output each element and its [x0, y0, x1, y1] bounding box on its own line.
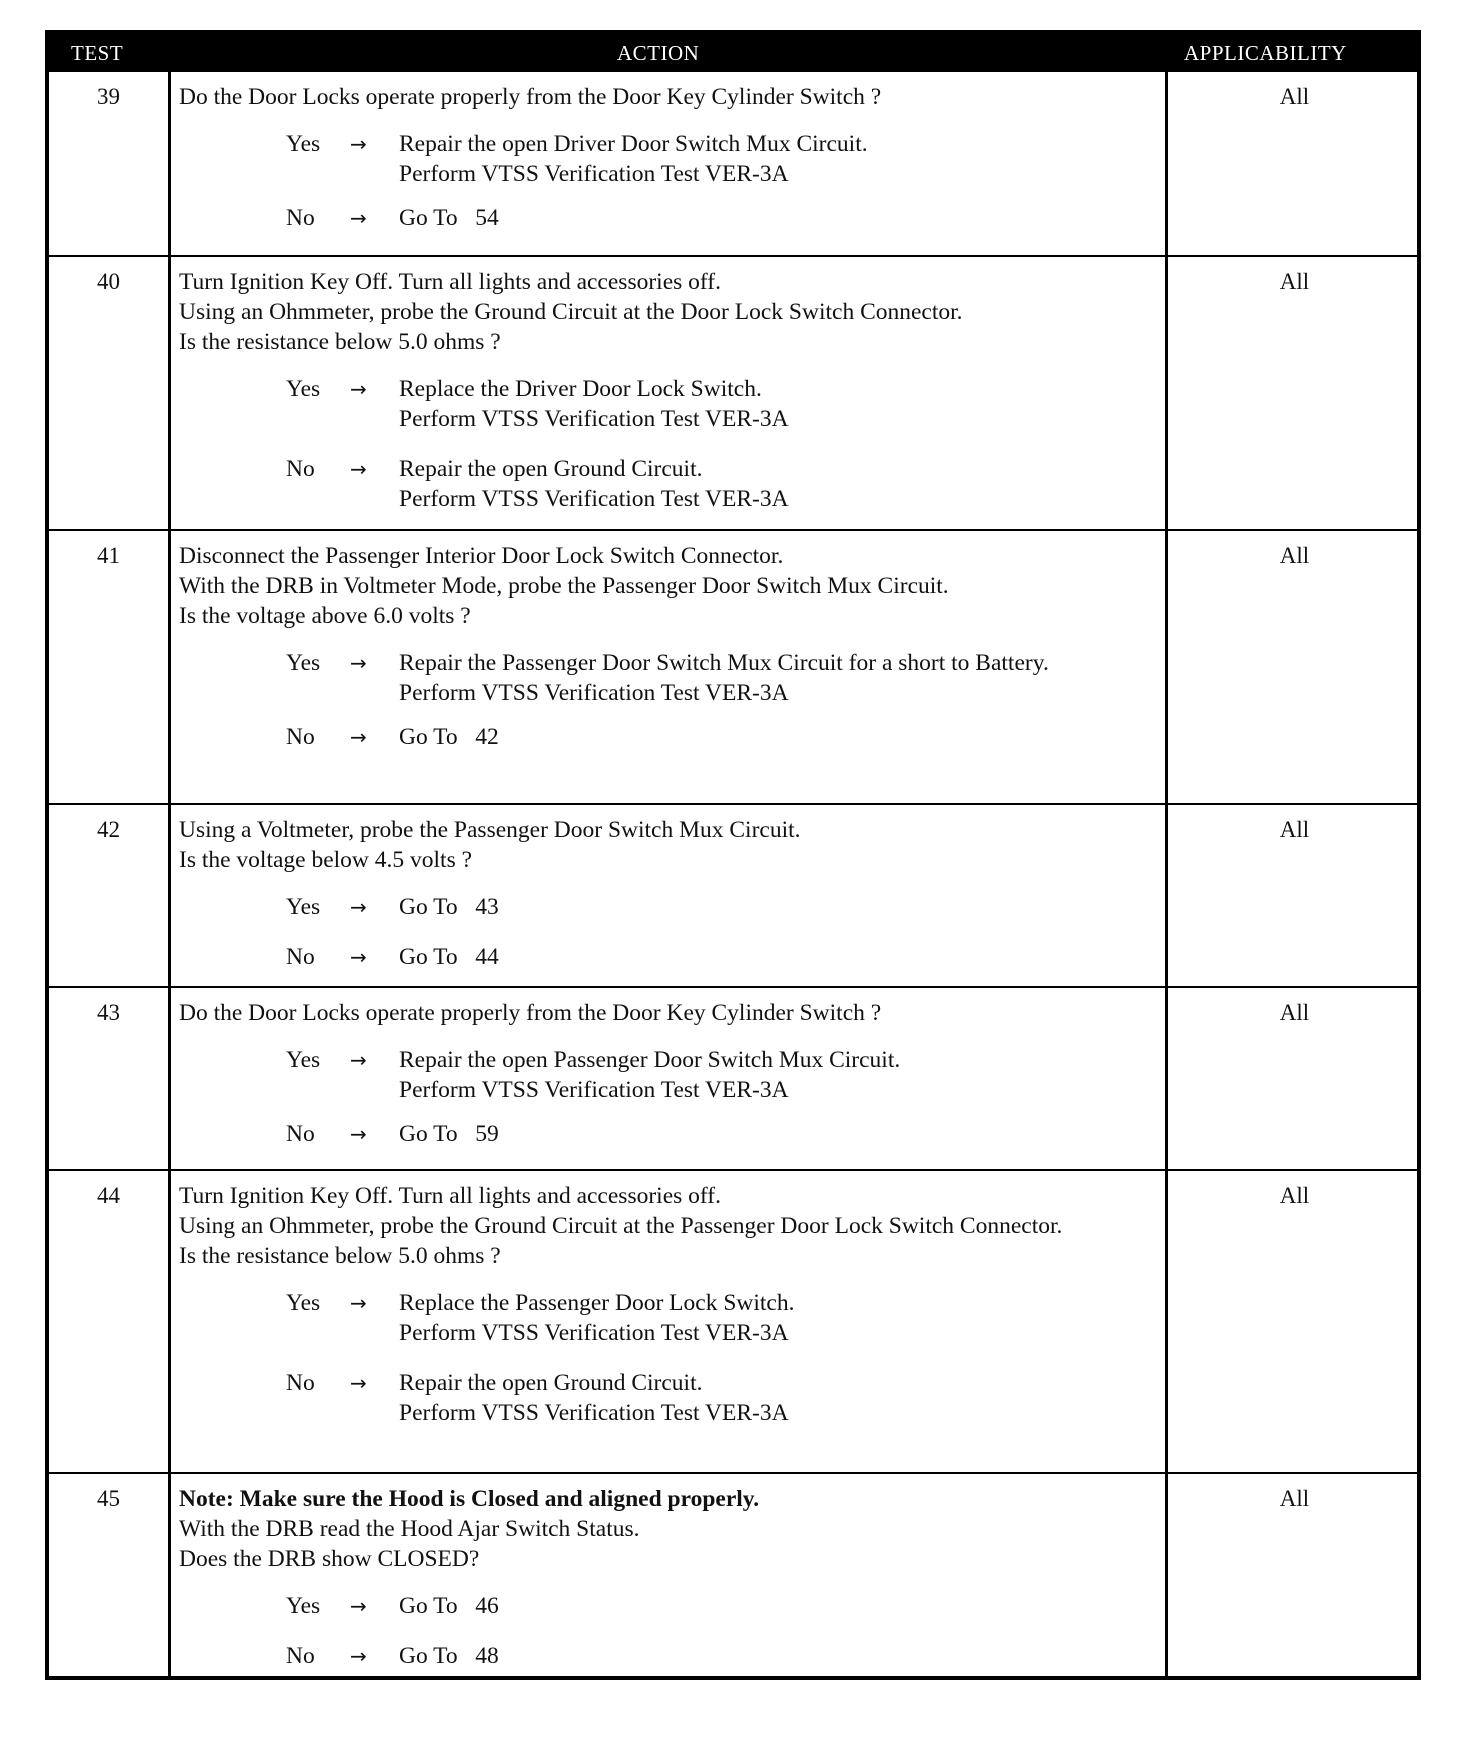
arrow-icon: →	[350, 457, 367, 481]
answer-result	[399, 1045, 1159, 1105]
question-line: Is the resistance below 5.0 ohms ?	[179, 329, 501, 355]
answer-yes	[179, 374, 1159, 434]
answer-label: Yes	[286, 1290, 321, 1316]
answer-label: Yes	[286, 376, 321, 402]
arrow-icon: →	[350, 132, 367, 156]
question-line: Does the DRB show CLOSED?	[179, 1546, 480, 1572]
arrow-icon: →	[350, 651, 367, 675]
answer-label: No	[286, 1370, 315, 1396]
answer-result	[399, 1368, 1159, 1428]
result-line: Go To 46	[399, 1593, 499, 1619]
answer-result	[399, 1119, 1159, 1149]
answer-label: Yes	[286, 1047, 321, 1073]
answer-result	[399, 454, 1159, 514]
test-number: 42	[97, 817, 120, 842]
action-cell	[179, 998, 1159, 1149]
arrow-icon: →	[350, 1594, 367, 1618]
applicability-value: All	[1279, 269, 1310, 294]
test-number: 41	[97, 543, 120, 568]
answer-label: No	[286, 1643, 315, 1669]
applicability-value: All	[1279, 543, 1310, 568]
arrow-icon: →	[350, 377, 367, 401]
arrow-icon: →	[350, 1122, 367, 1146]
answer-label: Yes	[286, 1593, 321, 1619]
result-line: Go To 42	[399, 724, 499, 750]
result-line: Perform VTSS Verification Test VER-3A	[399, 1400, 789, 1426]
answer-result	[399, 942, 1159, 972]
table-row	[49, 1472, 1417, 1680]
result-line: Go To 44	[399, 944, 499, 970]
applicability-value: All	[1279, 1000, 1310, 1025]
action-cell	[179, 815, 1159, 972]
applicability-value: All	[1279, 1486, 1310, 1511]
question-line: Is the resistance below 5.0 ohms ?	[179, 1243, 501, 1269]
answer-result	[399, 1591, 1159, 1621]
arrow-icon: →	[350, 1048, 367, 1072]
applicability-value: All	[1279, 1183, 1310, 1208]
result-line: Perform VTSS Verification Test VER-3A	[399, 1320, 789, 1346]
table-row	[49, 1169, 1417, 1472]
note-line: Note: Make sure the Hood is Closed and aligned properly.	[179, 1486, 760, 1512]
result-line: Perform VTSS Verification Test VER-3A	[399, 680, 789, 706]
table-row	[49, 72, 1417, 255]
arrow-icon: →	[350, 1644, 367, 1668]
test-number: 43	[97, 1000, 120, 1025]
question-line: Using a Voltmeter, probe the Passenger Door Switch Mux Circuit.	[179, 817, 801, 843]
answer-yes	[179, 892, 1159, 922]
result-line: Replace the Passenger Door Lock Switch.	[399, 1290, 795, 1316]
question-line: Disconnect the Passenger Interior Door Lock Switch Connector.	[179, 543, 784, 569]
arrow-icon: →	[350, 895, 367, 919]
result-line: Perform VTSS Verification Test VER-3A	[399, 161, 789, 187]
arrow-icon: →	[350, 1291, 367, 1315]
action-cell	[179, 82, 1159, 233]
result-line: Go To 54	[399, 205, 499, 231]
result-line: Go To 43	[399, 894, 499, 920]
test-number: 39	[97, 84, 120, 109]
answer-result	[399, 129, 1159, 189]
result-line: Repair the Passenger Door Switch Mux Circuit for a short to Battery.	[399, 650, 1049, 676]
answer-result	[399, 648, 1159, 708]
diagnostic-table	[45, 30, 1421, 1680]
answer-label: No	[286, 944, 315, 970]
answer-yes	[179, 648, 1159, 708]
answer-label: Yes	[286, 894, 321, 920]
header-applicability: APPLICABILITY	[1184, 41, 1347, 65]
arrow-icon: →	[350, 945, 367, 969]
action-cell	[179, 1484, 1159, 1671]
answer-label: Yes	[286, 131, 321, 157]
answer-result	[399, 722, 1159, 752]
action-cell	[179, 1181, 1159, 1428]
answer-yes	[179, 129, 1159, 189]
table-header	[49, 34, 1417, 72]
answer-no	[179, 203, 1159, 233]
header-test: TEST	[71, 41, 124, 65]
answer-no	[179, 1641, 1159, 1671]
action-cell	[179, 267, 1159, 514]
arrow-icon: →	[350, 1371, 367, 1395]
action-cell	[179, 541, 1159, 752]
result-line: Go To 59	[399, 1121, 499, 1147]
table-row	[49, 986, 1417, 1169]
answer-no	[179, 454, 1159, 514]
table-row	[49, 255, 1417, 529]
answer-yes	[179, 1288, 1159, 1348]
question-line: Using an Ohmmeter, probe the Ground Circuit at the Door Lock Switch Connector.	[179, 299, 963, 325]
answer-result	[399, 892, 1159, 922]
question-line: With the DRB read the Hood Ajar Switch Status.	[179, 1516, 640, 1542]
result-line: Repair the open Driver Door Switch Mux Circuit.	[399, 131, 868, 157]
answer-label: No	[286, 456, 315, 482]
question-line: Turn Ignition Key Off. Turn all lights and accessories off.	[179, 269, 721, 295]
answer-label: No	[286, 724, 315, 750]
test-number: 44	[97, 1183, 120, 1208]
applicability-value: All	[1279, 84, 1310, 109]
header-action: ACTION	[617, 41, 700, 65]
result-line: Perform VTSS Verification Test VER-3A	[399, 406, 789, 432]
answer-no	[179, 942, 1159, 972]
result-line: Repair the open Passenger Door Switch Mux Circuit.	[399, 1047, 901, 1073]
answer-yes	[179, 1591, 1159, 1621]
answer-no	[179, 1368, 1159, 1428]
answer-result	[399, 374, 1159, 434]
result-line: Repair the open Ground Circuit.	[399, 1370, 703, 1396]
question-line: With the DRB in Voltmeter Mode, probe the Passenger Door Switch Mux Circuit.	[179, 573, 949, 599]
answer-no	[179, 1119, 1159, 1149]
result-line: Perform VTSS Verification Test VER-3A	[399, 486, 789, 512]
answer-result	[399, 203, 1159, 233]
answer-label: No	[286, 205, 315, 231]
test-number: 40	[97, 269, 120, 294]
result-line: Repair the open Ground Circuit.	[399, 456, 703, 482]
question-line: Is the voltage below 4.5 volts ?	[179, 847, 473, 873]
arrow-icon: →	[350, 725, 367, 749]
answer-no	[179, 722, 1159, 752]
result-line: Perform VTSS Verification Test VER-3A	[399, 1077, 789, 1103]
question-line: Do the Door Locks operate properly from the Door Key Cylinder Switch ?	[179, 1000, 882, 1026]
applicability-value: All	[1279, 817, 1310, 842]
arrow-icon: →	[350, 206, 367, 230]
result-line: Replace the Driver Door Lock Switch.	[399, 376, 762, 402]
answer-yes	[179, 1045, 1159, 1105]
answer-result	[399, 1288, 1159, 1348]
question-line: Using an Ohmmeter, probe the Ground Circuit at the Passenger Door Lock Switch Connector.	[179, 1213, 1063, 1239]
result-line: Go To 48	[399, 1643, 499, 1669]
answer-label: No	[286, 1121, 315, 1147]
question-line: Turn Ignition Key Off. Turn all lights and accessories off.	[179, 1183, 721, 1209]
answer-result	[399, 1641, 1159, 1671]
table-row	[49, 803, 1417, 986]
question-line: Do the Door Locks operate properly from the Door Key Cylinder Switch ?	[179, 84, 882, 110]
answer-label: Yes	[286, 650, 321, 676]
table-row	[49, 529, 1417, 803]
test-number: 45	[97, 1486, 120, 1511]
question-line: Is the voltage above 6.0 volts ?	[179, 603, 471, 629]
